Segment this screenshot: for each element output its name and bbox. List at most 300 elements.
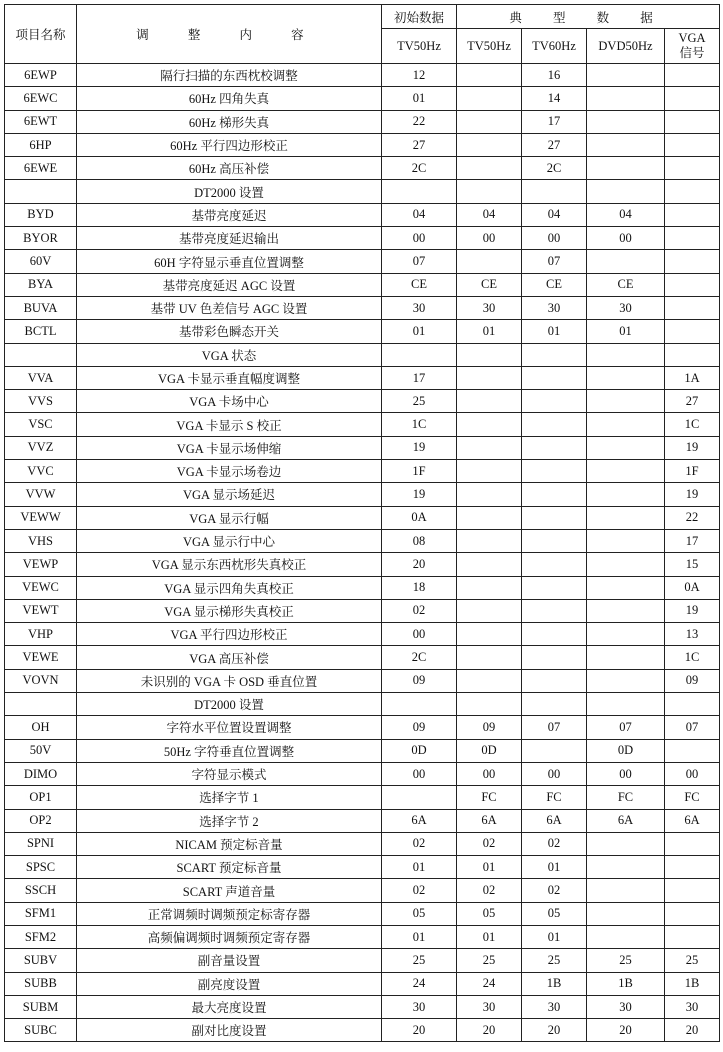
initial-value-cell: 20 bbox=[382, 1019, 457, 1042]
dvd50-value-cell bbox=[587, 483, 665, 506]
vga-value-cell: 20 bbox=[665, 1019, 720, 1042]
item-name-cell: VEWC bbox=[5, 576, 77, 599]
vga-value-cell bbox=[665, 203, 720, 226]
section-row bbox=[5, 343, 720, 366]
vga-value-cell bbox=[665, 133, 720, 156]
dvd50-value-cell bbox=[587, 529, 665, 552]
description-cell: 高频偏调频时调频预定寄存器 bbox=[77, 925, 382, 948]
tv50-value-cell: CE bbox=[457, 273, 522, 296]
vga-value-cell: 25 bbox=[665, 949, 720, 972]
vga-value-cell bbox=[665, 87, 720, 110]
table-row bbox=[5, 925, 720, 948]
initial-value-cell bbox=[382, 180, 457, 203]
item-name-cell: BYD bbox=[5, 203, 77, 226]
tv50-value-cell: 0D bbox=[457, 739, 522, 762]
dvd50-value-cell bbox=[587, 879, 665, 902]
tv60-value-cell bbox=[522, 180, 587, 203]
initial-value-cell: 09 bbox=[382, 716, 457, 739]
header-initial-data: 初始数据 bbox=[382, 5, 457, 29]
dvd50-value-cell bbox=[587, 436, 665, 459]
dvd50-value-cell bbox=[587, 599, 665, 622]
table-row bbox=[5, 949, 720, 972]
description-cell: 未识别的 VGA 卡 OSD 垂直位置 bbox=[77, 669, 382, 692]
dvd50-value-cell bbox=[587, 390, 665, 413]
item-name-cell: OP1 bbox=[5, 786, 77, 809]
description-cell: 正常调频时调频预定标寄存器 bbox=[77, 902, 382, 925]
tv50-value-cell bbox=[457, 436, 522, 459]
header-item-name: 项目名称 bbox=[5, 5, 77, 64]
description-cell: VGA 高压补偿 bbox=[77, 646, 382, 669]
header-content: 调 整 内 容 bbox=[77, 5, 382, 64]
description-cell: 副亮度设置 bbox=[77, 972, 382, 995]
initial-value-cell: 0D bbox=[382, 739, 457, 762]
tv50-value-cell: 01 bbox=[457, 320, 522, 343]
vga-value-cell: 1F bbox=[665, 460, 720, 483]
vga-value-cell: 19 bbox=[665, 599, 720, 622]
table-body bbox=[5, 64, 720, 1042]
tv60-value-cell: 00 bbox=[522, 762, 587, 785]
table-row bbox=[5, 995, 720, 1018]
initial-value-cell: 30 bbox=[382, 995, 457, 1018]
initial-value-cell: 00 bbox=[382, 762, 457, 785]
description-cell: 副对比度设置 bbox=[77, 1019, 382, 1042]
vga-value-cell bbox=[665, 110, 720, 133]
table-row bbox=[5, 460, 720, 483]
dvd50-value-cell bbox=[587, 902, 665, 925]
table-row bbox=[5, 366, 720, 389]
table-row bbox=[5, 250, 720, 273]
description-cell: VGA 卡显示垂直幅度调整 bbox=[77, 366, 382, 389]
item-name-cell: VVS bbox=[5, 390, 77, 413]
item-name-cell bbox=[5, 180, 77, 203]
vga-value-cell: 1A bbox=[665, 366, 720, 389]
vga-value-cell bbox=[665, 64, 720, 87]
item-name-cell: VEWT bbox=[5, 599, 77, 622]
item-name-cell: 50V bbox=[5, 739, 77, 762]
dvd50-value-cell bbox=[587, 646, 665, 669]
initial-value-cell: 08 bbox=[382, 529, 457, 552]
header-typical-data: 典 型 数 据 bbox=[457, 5, 720, 29]
table-row bbox=[5, 856, 720, 879]
item-name-cell: 6EWP bbox=[5, 64, 77, 87]
table-row bbox=[5, 809, 720, 832]
tv50-value-cell bbox=[457, 623, 522, 646]
description-cell: DT2000 设置 bbox=[77, 180, 382, 203]
tv50-value-cell: 00 bbox=[457, 227, 522, 250]
tv50-value-cell: 02 bbox=[457, 879, 522, 902]
initial-value-cell: 25 bbox=[382, 949, 457, 972]
initial-value-cell: 2C bbox=[382, 157, 457, 180]
dvd50-value-cell: 00 bbox=[587, 762, 665, 785]
tv50-value-cell bbox=[457, 529, 522, 552]
description-cell: VGA 显示场延迟 bbox=[77, 483, 382, 506]
initial-value-cell: 19 bbox=[382, 436, 457, 459]
tv60-value-cell: 02 bbox=[522, 832, 587, 855]
table-row bbox=[5, 483, 720, 506]
tv50-value-cell bbox=[457, 180, 522, 203]
tv60-value-cell: 27 bbox=[522, 133, 587, 156]
table-row bbox=[5, 296, 720, 319]
dvd50-value-cell bbox=[587, 460, 665, 483]
vga-value-cell: 30 bbox=[665, 995, 720, 1018]
table-row bbox=[5, 553, 720, 576]
header-col-initial-tv50: TV50Hz bbox=[382, 29, 457, 64]
initial-value-cell: 02 bbox=[382, 879, 457, 902]
tv60-value-cell: 1B bbox=[522, 972, 587, 995]
initial-value-cell: 05 bbox=[382, 902, 457, 925]
vga-value-cell bbox=[665, 157, 720, 180]
item-name-cell: OH bbox=[5, 716, 77, 739]
item-name-cell: VEWW bbox=[5, 506, 77, 529]
tv60-value-cell bbox=[522, 483, 587, 506]
table-row bbox=[5, 972, 720, 995]
table-row bbox=[5, 879, 720, 902]
description-cell: 字符显示模式 bbox=[77, 762, 382, 785]
tv50-value-cell bbox=[457, 599, 522, 622]
tv50-value-cell: 09 bbox=[457, 716, 522, 739]
table-row bbox=[5, 623, 720, 646]
header-col-tv60: TV60Hz bbox=[522, 29, 587, 64]
tv50-value-cell: 20 bbox=[457, 1019, 522, 1042]
tv60-value-cell: CE bbox=[522, 273, 587, 296]
vga-value-cell: 09 bbox=[665, 669, 720, 692]
description-cell: VGA 卡显示场卷边 bbox=[77, 460, 382, 483]
description-cell: 基带亮度延迟 AGC 设置 bbox=[77, 273, 382, 296]
tv50-value-cell: 02 bbox=[457, 832, 522, 855]
item-name-cell: SUBV bbox=[5, 949, 77, 972]
vga-value-cell: 22 bbox=[665, 506, 720, 529]
dvd50-value-cell: 01 bbox=[587, 320, 665, 343]
dvd50-value-cell: 0D bbox=[587, 739, 665, 762]
table-row bbox=[5, 227, 720, 250]
dvd50-value-cell: 04 bbox=[587, 203, 665, 226]
initial-value-cell: CE bbox=[382, 273, 457, 296]
dvd50-value-cell bbox=[587, 87, 665, 110]
table-row bbox=[5, 832, 720, 855]
vga-value-cell bbox=[665, 902, 720, 925]
tv60-value-cell bbox=[522, 599, 587, 622]
dvd50-value-cell bbox=[587, 157, 665, 180]
table-row bbox=[5, 110, 720, 133]
tv50-value-cell bbox=[457, 157, 522, 180]
table-row bbox=[5, 413, 720, 436]
initial-value-cell: 22 bbox=[382, 110, 457, 133]
dvd50-value-cell bbox=[587, 553, 665, 576]
item-name-cell: VVA bbox=[5, 366, 77, 389]
initial-value-cell: 18 bbox=[382, 576, 457, 599]
item-name-cell bbox=[5, 693, 77, 716]
vga-value-cell: 13 bbox=[665, 623, 720, 646]
initial-value-cell: 07 bbox=[382, 250, 457, 273]
vga-value-cell bbox=[665, 925, 720, 948]
tv50-value-cell bbox=[457, 646, 522, 669]
vga-value-cell bbox=[665, 320, 720, 343]
table-row bbox=[5, 902, 720, 925]
vga-value-cell: 27 bbox=[665, 390, 720, 413]
description-cell: 60H 字符显示垂直位置调整 bbox=[77, 250, 382, 273]
item-name-cell: DIMO bbox=[5, 762, 77, 785]
initial-value-cell: 6A bbox=[382, 809, 457, 832]
description-cell: 50Hz 字符垂直位置调整 bbox=[77, 739, 382, 762]
initial-value-cell: 02 bbox=[382, 599, 457, 622]
tv60-value-cell: 02 bbox=[522, 879, 587, 902]
table-row bbox=[5, 203, 720, 226]
description-cell: 隔行扫描的东西枕校调整 bbox=[77, 64, 382, 87]
dvd50-value-cell bbox=[587, 133, 665, 156]
item-name-cell: VVZ bbox=[5, 436, 77, 459]
dvd50-value-cell bbox=[587, 506, 665, 529]
tv50-value-cell: FC bbox=[457, 786, 522, 809]
initial-value-cell: 19 bbox=[382, 483, 457, 506]
tv60-value-cell: 20 bbox=[522, 1019, 587, 1042]
initial-value-cell bbox=[382, 786, 457, 809]
tv60-value-cell: 14 bbox=[522, 87, 587, 110]
initial-value-cell bbox=[382, 693, 457, 716]
vga-value-cell bbox=[665, 879, 720, 902]
tv60-value-cell: 16 bbox=[522, 64, 587, 87]
dvd50-value-cell bbox=[587, 693, 665, 716]
initial-value-cell bbox=[382, 343, 457, 366]
tv60-value-cell: 30 bbox=[522, 995, 587, 1018]
table-row bbox=[5, 273, 720, 296]
table-row bbox=[5, 390, 720, 413]
description-cell: VGA 卡显示场伸缩 bbox=[77, 436, 382, 459]
settings-table bbox=[4, 4, 720, 1042]
dvd50-value-cell: 00 bbox=[587, 227, 665, 250]
table-row bbox=[5, 646, 720, 669]
tv60-value-cell: 01 bbox=[522, 320, 587, 343]
vga-value-cell: 19 bbox=[665, 483, 720, 506]
dvd50-value-cell bbox=[587, 366, 665, 389]
item-name-cell: SUBM bbox=[5, 995, 77, 1018]
tv60-value-cell: 05 bbox=[522, 902, 587, 925]
item-name-cell: BYA bbox=[5, 273, 77, 296]
tv50-value-cell bbox=[457, 669, 522, 692]
dvd50-value-cell: CE bbox=[587, 273, 665, 296]
initial-value-cell: 01 bbox=[382, 87, 457, 110]
tv60-value-cell bbox=[522, 646, 587, 669]
vga-value-cell: 19 bbox=[665, 436, 720, 459]
item-name-cell: VVC bbox=[5, 460, 77, 483]
description-cell: VGA 平行四边形校正 bbox=[77, 623, 382, 646]
vga-value-cell: 1B bbox=[665, 972, 720, 995]
tv50-value-cell: 01 bbox=[457, 925, 522, 948]
dvd50-value-cell: 1B bbox=[587, 972, 665, 995]
tv50-value-cell bbox=[457, 366, 522, 389]
description-cell: 字符水平位置设置调整 bbox=[77, 716, 382, 739]
vga-value-cell: 1C bbox=[665, 413, 720, 436]
vga-value-cell: 1C bbox=[665, 646, 720, 669]
tv50-value-cell: 24 bbox=[457, 972, 522, 995]
tv60-value-cell: 04 bbox=[522, 203, 587, 226]
vga-value-cell bbox=[665, 832, 720, 855]
tv50-value-cell bbox=[457, 250, 522, 273]
description-cell: 基带 UV 色差信号 AGC 设置 bbox=[77, 296, 382, 319]
item-name-cell: SFM1 bbox=[5, 902, 77, 925]
tv60-value-cell bbox=[522, 669, 587, 692]
tv60-value-cell: 01 bbox=[522, 925, 587, 948]
description-cell: NICAM 预定标音量 bbox=[77, 832, 382, 855]
vga-value-cell: 07 bbox=[665, 716, 720, 739]
header-col-tv50: TV50Hz bbox=[457, 29, 522, 64]
vga-value-cell: 00 bbox=[665, 762, 720, 785]
table-row bbox=[5, 157, 720, 180]
tv60-value-cell: 2C bbox=[522, 157, 587, 180]
tv50-value-cell: 30 bbox=[457, 296, 522, 319]
header-col-dvd50: DVD50Hz bbox=[587, 29, 665, 64]
dvd50-value-cell bbox=[587, 856, 665, 879]
tv60-value-cell: 07 bbox=[522, 250, 587, 273]
item-name-cell: SUBB bbox=[5, 972, 77, 995]
description-cell: 选择字节 1 bbox=[77, 786, 382, 809]
description-cell: 副音量设置 bbox=[77, 949, 382, 972]
table-row bbox=[5, 576, 720, 599]
dvd50-value-cell bbox=[587, 576, 665, 599]
dvd50-value-cell bbox=[587, 832, 665, 855]
tv60-value-cell bbox=[522, 529, 587, 552]
vga-value-cell: 15 bbox=[665, 553, 720, 576]
header-row-1 bbox=[5, 5, 720, 29]
tv50-value-cell: 04 bbox=[457, 203, 522, 226]
item-name-cell: VSC bbox=[5, 413, 77, 436]
dvd50-value-cell bbox=[587, 250, 665, 273]
description-cell: 60Hz 平行四边形校正 bbox=[77, 133, 382, 156]
tv60-value-cell bbox=[522, 739, 587, 762]
tv60-value-cell: 25 bbox=[522, 949, 587, 972]
table-row bbox=[5, 64, 720, 87]
dvd50-value-cell bbox=[587, 180, 665, 203]
tv60-value-cell bbox=[522, 623, 587, 646]
section-row bbox=[5, 180, 720, 203]
initial-value-cell: 12 bbox=[382, 64, 457, 87]
description-cell: DT2000 设置 bbox=[77, 693, 382, 716]
description-cell: VGA 卡场中心 bbox=[77, 390, 382, 413]
description-cell: SCART 预定标音量 bbox=[77, 856, 382, 879]
tv50-value-cell bbox=[457, 413, 522, 436]
vga-value-cell bbox=[665, 180, 720, 203]
description-cell: VGA 显示东西枕形失真校正 bbox=[77, 553, 382, 576]
dvd50-value-cell: 30 bbox=[587, 296, 665, 319]
initial-value-cell: 25 bbox=[382, 390, 457, 413]
item-name-cell: VOVN bbox=[5, 669, 77, 692]
initial-value-cell: 09 bbox=[382, 669, 457, 692]
vga-value-cell: 0A bbox=[665, 576, 720, 599]
item-name-cell: SPNI bbox=[5, 832, 77, 855]
table-row bbox=[5, 739, 720, 762]
tv50-value-cell bbox=[457, 506, 522, 529]
initial-value-cell: 00 bbox=[382, 623, 457, 646]
tv50-value-cell bbox=[457, 110, 522, 133]
item-name-cell bbox=[5, 343, 77, 366]
tv60-value-cell bbox=[522, 506, 587, 529]
tv50-value-cell: 01 bbox=[457, 856, 522, 879]
description-cell: 60Hz 高压补偿 bbox=[77, 157, 382, 180]
description-cell: 基带彩色瞬态开关 bbox=[77, 320, 382, 343]
tv50-value-cell bbox=[457, 553, 522, 576]
vga-value-cell bbox=[665, 227, 720, 250]
item-name-cell: VVW bbox=[5, 483, 77, 506]
initial-value-cell: 17 bbox=[382, 366, 457, 389]
initial-value-cell: 1F bbox=[382, 460, 457, 483]
table-row bbox=[5, 133, 720, 156]
item-name-cell: VHS bbox=[5, 529, 77, 552]
vga-value-cell: 17 bbox=[665, 529, 720, 552]
table-row bbox=[5, 762, 720, 785]
vga-value-cell bbox=[665, 296, 720, 319]
item-name-cell: VEWE bbox=[5, 646, 77, 669]
tv50-value-cell: 30 bbox=[457, 995, 522, 1018]
tv50-value-cell bbox=[457, 87, 522, 110]
tv60-value-cell: 30 bbox=[522, 296, 587, 319]
initial-value-cell: 24 bbox=[382, 972, 457, 995]
dvd50-value-cell bbox=[587, 110, 665, 133]
item-name-cell: SSCH bbox=[5, 879, 77, 902]
item-name-cell: BCTL bbox=[5, 320, 77, 343]
description-cell: VGA 显示行中心 bbox=[77, 529, 382, 552]
item-name-cell: 6EWE bbox=[5, 157, 77, 180]
item-name-cell: 6EWT bbox=[5, 110, 77, 133]
dvd50-value-cell bbox=[587, 623, 665, 646]
dvd50-value-cell bbox=[587, 64, 665, 87]
dvd50-value-cell: 6A bbox=[587, 809, 665, 832]
tv60-value-cell bbox=[522, 390, 587, 413]
dvd50-value-cell bbox=[587, 343, 665, 366]
item-name-cell: BUVA bbox=[5, 296, 77, 319]
description-cell: 选择字节 2 bbox=[77, 809, 382, 832]
tv50-value-cell: 6A bbox=[457, 809, 522, 832]
item-name-cell: BYOR bbox=[5, 227, 77, 250]
tv60-value-cell bbox=[522, 343, 587, 366]
table-row bbox=[5, 529, 720, 552]
initial-value-cell: 01 bbox=[382, 856, 457, 879]
initial-value-cell: 00 bbox=[382, 227, 457, 250]
tv50-value-cell: 00 bbox=[457, 762, 522, 785]
vga-value-cell bbox=[665, 273, 720, 296]
tv50-value-cell bbox=[457, 390, 522, 413]
dvd50-value-cell: 25 bbox=[587, 949, 665, 972]
dvd50-value-cell: FC bbox=[587, 786, 665, 809]
description-cell: SCART 声道音量 bbox=[77, 879, 382, 902]
vga-value-cell: 6A bbox=[665, 809, 720, 832]
description-cell: VGA 显示行幅 bbox=[77, 506, 382, 529]
tv60-value-cell bbox=[522, 413, 587, 436]
header-col-vga: VGA 信号 bbox=[665, 29, 720, 64]
table-row bbox=[5, 87, 720, 110]
initial-value-cell: 0A bbox=[382, 506, 457, 529]
table-row bbox=[5, 436, 720, 459]
initial-value-cell: 02 bbox=[382, 832, 457, 855]
tv60-value-cell bbox=[522, 553, 587, 576]
description-cell: VGA 状态 bbox=[77, 343, 382, 366]
table-row bbox=[5, 786, 720, 809]
description-cell: VGA 卡显示 S 校正 bbox=[77, 413, 382, 436]
vga-value-cell bbox=[665, 343, 720, 366]
tv50-value-cell bbox=[457, 483, 522, 506]
tv50-value-cell bbox=[457, 576, 522, 599]
description-cell: 基带亮度延迟 bbox=[77, 203, 382, 226]
table-row bbox=[5, 716, 720, 739]
vga-value-cell bbox=[665, 693, 720, 716]
tv60-value-cell bbox=[522, 460, 587, 483]
item-name-cell: SFM2 bbox=[5, 925, 77, 948]
initial-value-cell: 27 bbox=[382, 133, 457, 156]
table-row bbox=[5, 599, 720, 622]
description-cell: 60Hz 梯形失真 bbox=[77, 110, 382, 133]
vga-value-cell bbox=[665, 250, 720, 273]
item-name-cell: 60V bbox=[5, 250, 77, 273]
description-cell: VGA 显示梯形失真校正 bbox=[77, 599, 382, 622]
table-row bbox=[5, 1019, 720, 1042]
